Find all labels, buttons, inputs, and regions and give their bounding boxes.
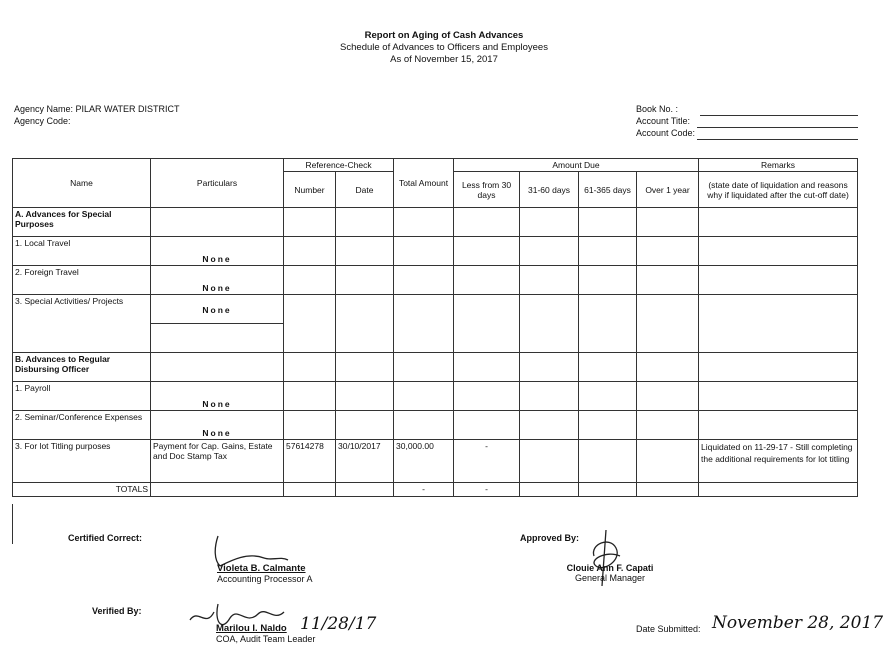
none-label: None bbox=[202, 399, 232, 409]
col-total-amount: Total Amount bbox=[394, 159, 454, 208]
table-row bbox=[13, 353, 858, 382]
approved-signatory bbox=[545, 563, 675, 583]
table-row bbox=[13, 440, 858, 483]
lot-remarks bbox=[699, 440, 858, 483]
table-row bbox=[13, 411, 858, 440]
col-name: Name bbox=[13, 159, 151, 208]
date-submitted-value: November 28, 2017 bbox=[712, 613, 884, 633]
none-label: None bbox=[202, 283, 232, 293]
verified-date: 11/28/17 bbox=[300, 614, 377, 634]
verified-name: Marilou I. Naldo bbox=[216, 623, 287, 634]
report-subtitle: Schedule of Advances to Officers and Employees bbox=[340, 42, 548, 53]
book-no-line bbox=[700, 115, 858, 116]
none-label: None bbox=[202, 254, 232, 264]
table-row bbox=[13, 266, 858, 295]
section-a-title: A. Advances for Special Purposes bbox=[13, 208, 151, 237]
certified-title: Accounting Processor A bbox=[217, 574, 313, 584]
agency-name: Agency Name: PILAR WATER DISTRICT bbox=[14, 104, 180, 114]
account-title-label: Account Title: bbox=[636, 116, 691, 126]
special-activities-label: 3. Special Activities/ Projects bbox=[13, 295, 151, 353]
lot-total: 30,000.00 bbox=[394, 440, 454, 483]
aging-table bbox=[12, 158, 858, 497]
approved-title: General Manager bbox=[574, 573, 646, 583]
col-number: Number bbox=[284, 172, 336, 208]
left-margin-rule bbox=[12, 504, 13, 544]
header-row-1 bbox=[13, 159, 858, 172]
agency-info bbox=[14, 103, 180, 127]
col-31-60: 31-60 days bbox=[520, 172, 579, 208]
lot-titling-label: 3. For lot Titling purposes bbox=[13, 440, 151, 483]
none-label: None bbox=[202, 305, 232, 315]
none-label: None bbox=[202, 428, 232, 438]
col-remarks-note: (state date of liquidation and reasons why if liquidated after the cut-off date) bbox=[699, 172, 858, 208]
foreign-travel-label: 2. Foreign Travel bbox=[13, 266, 151, 295]
lot-less-30: - bbox=[454, 440, 520, 483]
lot-date: 30/10/2017 bbox=[336, 440, 394, 483]
col-date: Date bbox=[336, 172, 394, 208]
certified-signatory bbox=[217, 563, 313, 584]
col-particulars: Particulars bbox=[151, 159, 284, 208]
agency-code: Agency Code: bbox=[14, 116, 71, 126]
approved-name: Clouie Ann F. Capati bbox=[566, 563, 654, 573]
report-header bbox=[0, 30, 888, 66]
totals-label: TOTALS bbox=[13, 483, 151, 497]
col-less-30: Less from 30 days bbox=[454, 172, 520, 208]
col-over-1-year: Over 1 year bbox=[637, 172, 699, 208]
account-title-line bbox=[697, 127, 858, 128]
certified-label: Certified Correct: bbox=[68, 533, 143, 543]
report-title: Report on Aging of Cash Advances bbox=[364, 30, 524, 41]
seminar-label: 2. Seminar/Conference Expenses bbox=[13, 411, 151, 440]
certified-name: Violeta B. Calmante bbox=[217, 563, 306, 574]
table-row bbox=[13, 295, 858, 324]
totals-total: - bbox=[394, 483, 454, 497]
verified-label: Verified By: bbox=[92, 606, 142, 616]
book-info bbox=[636, 103, 858, 139]
table-row bbox=[13, 237, 858, 266]
date-submitted-label: Date Submitted: bbox=[636, 624, 701, 634]
payroll-label: 1. Payroll bbox=[13, 382, 151, 411]
col-reference-check: Reference-Check bbox=[284, 159, 394, 172]
report-as-of-date: As of November 15, 2017 bbox=[390, 54, 498, 65]
lot-remarks-line-1: Liquidated on 11-29-17 - Still completing bbox=[701, 442, 853, 452]
table-row bbox=[13, 208, 858, 237]
lot-particulars: Payment for Cap. Gains, Estate and Doc Stamp Tax bbox=[151, 440, 284, 483]
col-remarks: Remarks bbox=[699, 159, 858, 172]
col-amount-due: Amount Due bbox=[454, 159, 699, 172]
totals-row bbox=[13, 483, 858, 497]
totals-less-30: - bbox=[454, 483, 520, 497]
table-row bbox=[13, 382, 858, 411]
local-travel-label: 1. Local Travel bbox=[13, 237, 151, 266]
book-no-label: Book No. : bbox=[636, 104, 679, 114]
account-code-label: Account Code: bbox=[636, 128, 696, 138]
verified-title: COA, Audit Team Leader bbox=[216, 634, 316, 644]
col-61-365: 61-365 days bbox=[579, 172, 637, 208]
lot-remarks-line-2: the additional requirements for lot titling bbox=[701, 454, 850, 464]
approved-signature bbox=[576, 526, 646, 596]
lot-number: 57614278 bbox=[284, 440, 336, 483]
approved-label: Approved By: bbox=[520, 533, 580, 543]
account-code-line bbox=[697, 139, 858, 140]
section-b-title: B. Advances to Regular Disbursing Officer bbox=[13, 353, 151, 382]
